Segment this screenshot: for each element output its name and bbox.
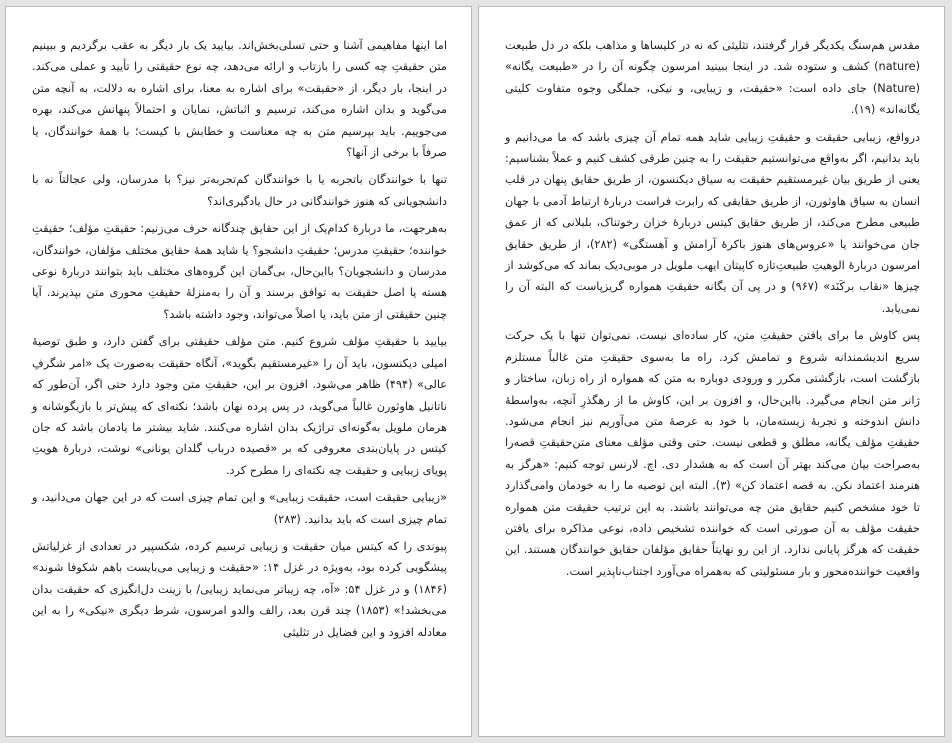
paragraph: تنها با خوانندگان باتجربه یا با خوانندگان کم‌تجربه‌تر نیز؟ با مدرسان، ولی عجالتاً نه با دانشجویانی که هنوز خوانندگانی در حال یادگیری‌اند؟ xyxy=(32,173,447,208)
paragraph: اما اینها مفاهیمی آشنا و حتی تسلی‌بخش‌اند. بیایید یک بار دیگر به عقب برگردیم و ببینیم متن حقیقتِ چه کسی را بازتاب و ارائه می‌دهد، چه نوع حقیقتی را تأیید و عملی می‌کند. در اینجا، بار دیگر، از «حقیقت» برای اشاره به معنا، برای اشاره به دلالت، به آنچه متن می‌گوید و بدان اشاره می‌کند، ترسیم و اثباتش، نمایان و احتمالاً پنهانش می‌کند، بهره می‌جوییم. باید بپرسیم متن به چه معناست و خطابش با کیست؛ با همهٔ خوانندگان، یا صرفاً با برخی از آنها؟ xyxy=(32,39,447,160)
paragraph: مقدس هم‌سنگ یکدیگر قرار گرفتند، تثلیثی که نه در کلیساها و مذاهب بلکه در دل طبیعت (nature) کشف و ستوده شد. در اینجا ببینید امرسون چگونه آن را در «طبیعت یگانه» (Nature) جای داده است: «حقیقت، و زیبایی، و نیکی، جملگی وجوه متفاوت کلیتی یگانه‌اند» (۱۹). xyxy=(505,39,920,117)
left-page xyxy=(5,6,472,737)
quote-paragraph: «زیبایی حقیقت است، حقیقت زیبایی» و این تمام چیزی است که در این جهان می‌دانید، و تمام چیزی است که باید بدانید. (۲۸۳) xyxy=(32,491,447,526)
paragraph: به‌هرجهت، ما دربارهٔ کدام‌یک از این حقایق چندگانه حرف می‌زنیم: حقیقتِ مؤلف؛ حقیقتِ خواننده؛ حقیقتِ مدرس؛ حقیقتِ دانشجو؟ یا شاید همهٔ حقایق مختلف مؤلفان، خوانندگان، مدرسان و دانشجویان؟ بااین‌حال، بی‌گمان این گروه‌های مختلف باید بتوانند دربارهٔ نوعی هسته یا اصل حقیقت به توافق برسند و آن را به‌منزلهٔ حقیقتِ محوری متن بپذیرند. آیا چنین حقیقتی از متن باید، یا اصلاً می‌تواند، وجود داشته باشد؟ xyxy=(32,222,447,321)
left-page-text xyxy=(32,35,447,649)
paragraph: پیوندی را که کیتس میان حقیقت و زیبایی ترسیم کرده، شکسپیر در تعدادی از غزلیاتش پیشگویی کرده بود، به‌ویژه در غزل ۱۴: «حقیقت و زیبایی می‌بایست باهم شکوفا شوند» (۱۸۴۶) و در غزل ۵۴: «آه، چه زیباتر می‌نماید زیبایی/ با زینت دل‌انگیزی که حقیقت بدان می‌بخشد!» (۱۸۵۳) چند قرن بعد، رالف والدو امرسون، شرط دیگری «نیکی» را به این معادله افزود و این فضایل در تثلیثی xyxy=(32,539,448,639)
paragraph: درواقع، زیبایی حقیقت و حقیقتِ زیبایی شاید همه تمام آن چیزی باشد که ما می‌دانیم و باید بدانیم، اگر به‌واقع می‌توانستیم حقیقت را به چنین طرقی کشف کنیم و عملاً بشناسیم: یعنی از طریق بیان غیرمستقیم حقیقت به سیاق دیکنسون، از طریق حقایق پنهان در قلب انسان به سیاق هاوثورن، از طریق حقایقی که رابرت فراست دربارهٔ ارتباط آدمی با جهان طبیعی مطرح می‌کند، از طریق حقایق کیتس دربارهٔ خزان رخوتناک، بلبلانی که از عمق جان می‌خوانند یا «عروس‌های هنوز باکرهٔ آرامش و آهستگی» (۲۸۲)، از طریق حقایق امرسون دربارهٔ الوهیتِ طبیعتِ‌تازه کاپیتان ایهب ملویل در موبی‌دیک بماند که می‌کوشد از چیزها «نقاب برکَنَد» (۹۶۷) و در پی آن یگانه حقیقتِ همواره گریزپاست که البته آن را نمی‌یابد. xyxy=(505,130,920,315)
right-page-text xyxy=(505,35,920,588)
paragraph: بیایید با حقیقتِ مؤلف شروع کنیم. متن مؤلف حقیقتی برای گفتن دارد، و طبق توصیهٔ امیلی دیکنسون، باید آن را «غیرمستقیم بگوید»، آنگاه حقیقت به‌صورت یک «امر شگرفِ عالی» (۴۹۴) ظاهر می‌شود. افزون بر این، حقیقتِ متن وجود دارد حتی اگر، آن‌طور که ناتانیل هاوثورن غالباً می‌گوید، در پس پرده نهان باشد؛ نکته‌ای که پیش‌تر با بازیگوشانه و هرمان ملویل به‌گونه‌ای تراژیک بدان اشاره می‌کنند. شاید بیشتر ما یادمان باشد که جان کیتس در پایان‌بندی معروفی که بر «قصیده درباب گلدان یونانی» نوشت، دربارهٔ هویتِ پویای زیبایی و حقیقت چه نکته‌ای را مطرح کرد. xyxy=(32,335,448,477)
right-page xyxy=(478,6,945,737)
paragraph: پس کاوش ما برای یافتن حقیقتِ متن، کار ساده‌ای نیست. نمی‌توان تنها با یک حرکت سریع اندیشمندانه شروع و تمامش کرد. راه ما به‌سوی حقیقتِ متن غالباً مستلزم بازگشت است، بازگشتی مکرر و ورودی دوباره به متن که همواره از راه زبان، ساختار و ژانر متن انجام می‌گیرد. بااین‌حال، و افزون بر این، کاوش ما از رهگذرِ آنچه، به‌واسطهٔ دانش اندوخته و تجربهٔ زیسته‌مان، با خود به عرصهٔ متن می‌آوریم نیز انجام می‌شود. حقیقتِ مؤلف یگانه، مطلق و قطعی نیست. حتی وقتی مؤلف معنای متن‌حقیقتِ قصه‌را به‌صراحت بیان می‌کند بهتر آن است که به هشدار دی. اچ. لارنس توجه کنیم: «هرگز به هنرمند اعتماد نکن. به قصه اعتماد کن» (۳). البته این توصیه ما را به خودمان وامی‌گذارد تا خود مشخص کنیم حقایق متن چه می‌توانند باشند. به این ترتیب حقیقت متن همواره حقیقت مؤلف به آن صورتی است که خواننده تشخیص داده، نوعی مذاکره برای یافتن حقیقت که هرگز پایانی ندارد. از این رو نهایتاً حقایق مؤلفان حقایق خوانندگان هستند. این واقعیت خواننده‌محور و بار مسئولیتی که به‌همراه می‌آورد اجتناب‌ناپذیر است. xyxy=(505,329,920,578)
